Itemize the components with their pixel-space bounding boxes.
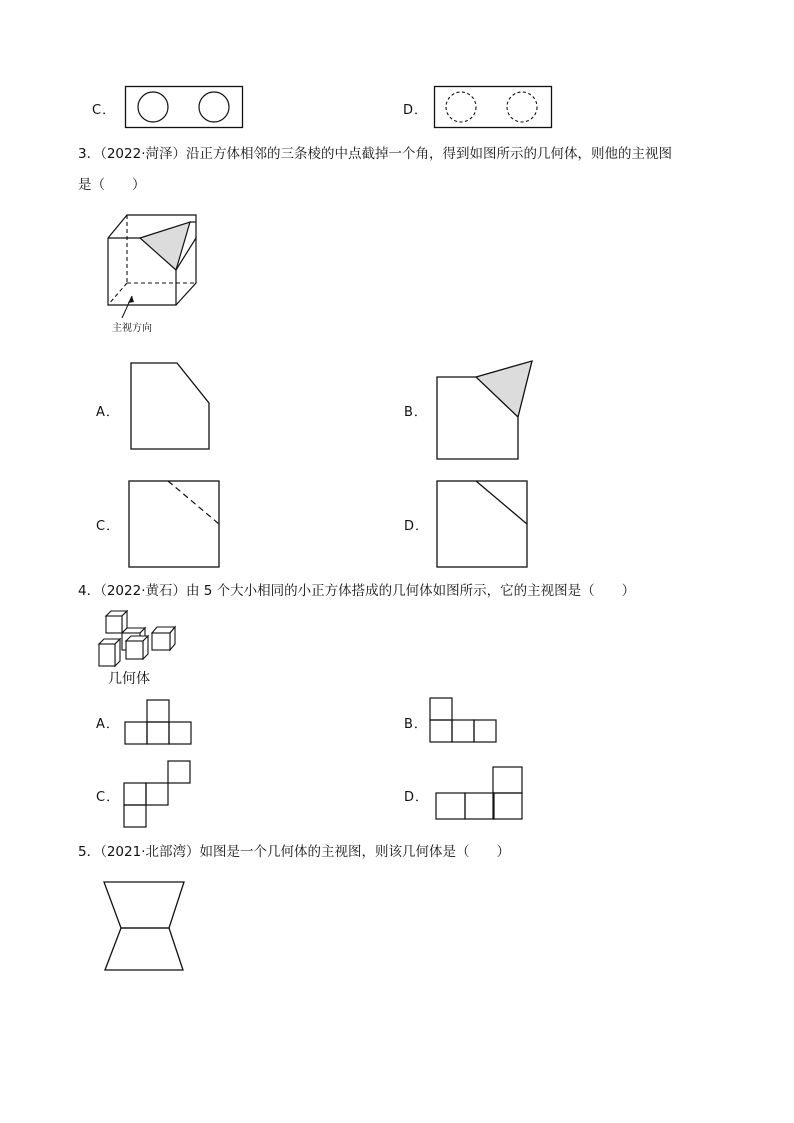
question-5-line bbox=[78, 842, 778, 862]
figure-caption: 几何体 bbox=[108, 671, 150, 687]
question-text: 如图是一个几何体的主视图，则该几何体是（ ） bbox=[199, 844, 510, 860]
question-3-line2: 是（ ） bbox=[78, 177, 146, 193]
question-number: 5． bbox=[78, 844, 101, 860]
q4-option-c-figure bbox=[123, 760, 193, 832]
option-d-label: D． bbox=[404, 519, 430, 534]
q3-option-c-figure bbox=[128, 480, 222, 570]
question-source: （2022·菏泽） bbox=[100, 146, 186, 162]
q3-cube-figure bbox=[100, 212, 220, 322]
option-d-label: D． bbox=[403, 103, 429, 118]
option-a-label: A． bbox=[96, 405, 120, 420]
question-3-line1 bbox=[78, 144, 778, 164]
q4-option-d-figure bbox=[435, 766, 527, 824]
question-source: （2021·北部湾） bbox=[100, 844, 200, 860]
option-a-label: A． bbox=[96, 717, 120, 732]
question-text: 由 5 个大小相同的小正方体搭成的几何体如图所示，它的主视图是（ ） bbox=[186, 583, 636, 599]
q4-option-a-figure bbox=[124, 699, 194, 747]
option-c-label: C． bbox=[96, 519, 121, 534]
q5-front-view-figure bbox=[103, 881, 187, 975]
option-c-label: C． bbox=[96, 790, 121, 805]
option-b-label: B． bbox=[404, 405, 428, 420]
question-source: （2022·黄石） bbox=[100, 583, 186, 599]
q3-option-d-figure bbox=[436, 480, 530, 570]
figure-caption: 主视方向 bbox=[112, 323, 152, 334]
question-number: 4． bbox=[78, 583, 101, 599]
question-4-line bbox=[78, 581, 778, 601]
q2-option-c-figure bbox=[125, 86, 245, 130]
question-text: 沿正方体相邻的三条棱的中点截掉一个角，得到如图所示的几何体，则他的主视图 bbox=[186, 146, 672, 162]
q3-option-b-figure bbox=[436, 359, 536, 463]
option-b-label: B． bbox=[404, 717, 428, 732]
q2-option-d-figure bbox=[434, 86, 554, 130]
q4-cubes-figure bbox=[96, 608, 186, 668]
option-d-label: D． bbox=[404, 790, 430, 805]
question-number: 3． bbox=[78, 146, 101, 162]
q3-option-a-figure bbox=[130, 362, 212, 452]
q4-option-b-figure bbox=[429, 697, 499, 745]
option-c-label: C． bbox=[92, 103, 117, 118]
